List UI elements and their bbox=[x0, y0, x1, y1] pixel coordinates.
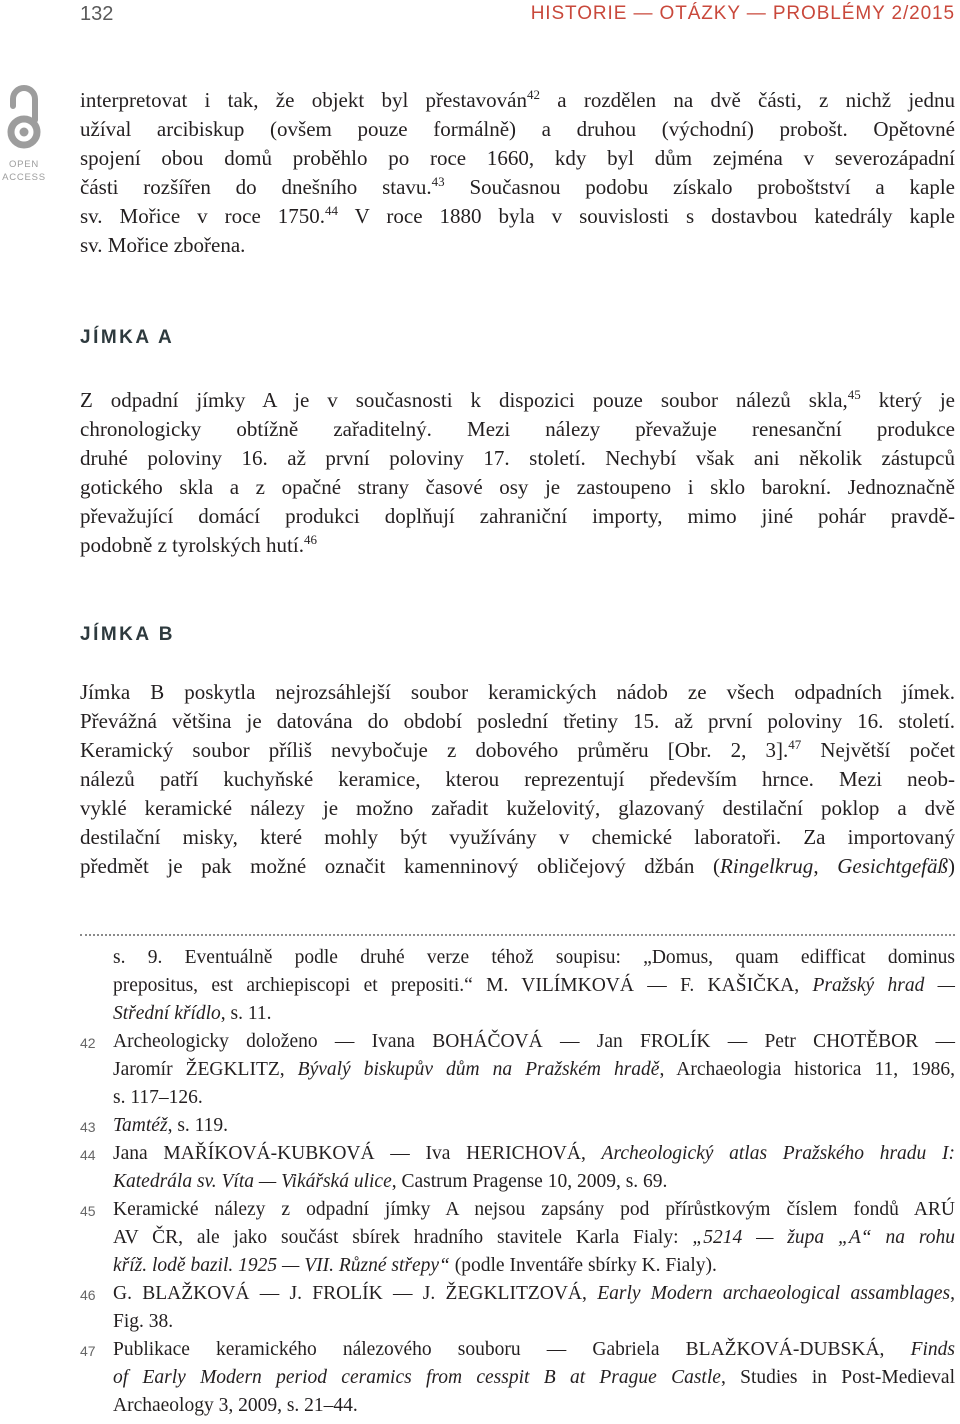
body-line bbox=[80, 852, 955, 881]
open-access-word-open: OPEN bbox=[8, 159, 40, 170]
body-line bbox=[80, 386, 955, 415]
footnote-line bbox=[113, 1336, 955, 1364]
body-line bbox=[80, 86, 955, 115]
footnotes bbox=[80, 944, 955, 1420]
footnote-line: Archaeology 3, 2009, s. 21–44. bbox=[113, 1395, 358, 1416]
body-line: sv. Mořice zbořena. bbox=[80, 233, 246, 257]
line-text: Současnou podobu získalo proboštství a kaple bbox=[444, 175, 955, 199]
footnote-ref: 46 bbox=[303, 532, 317, 547]
line-text: (podle Inventáře sbírky K. Fialy). bbox=[449, 1255, 717, 1276]
footnote-continued bbox=[80, 944, 955, 1028]
footnote-number: 44 bbox=[80, 1147, 96, 1163]
footnote-line bbox=[113, 1112, 955, 1140]
body-line bbox=[80, 736, 955, 765]
line-text: Jana MAŘÍKOVÁ-KUBKOVÁ — Iva HERICHOVÁ, bbox=[113, 1143, 602, 1164]
body-line: Jímka B poskytla nejrozsáhlejší soubor keramických nádob ze všech odpadních jímek. bbox=[80, 680, 955, 704]
footnote-line bbox=[113, 1280, 955, 1308]
footnote-44 bbox=[80, 1140, 955, 1196]
footnote-line bbox=[113, 1224, 955, 1252]
footnote-line bbox=[113, 972, 955, 1000]
line-text: Z odpadní jímky A je v současnosti k dispozici pouze soubor nálezů skla, bbox=[80, 388, 848, 412]
intro-paragraph bbox=[80, 86, 955, 260]
lock-dot bbox=[20, 128, 29, 137]
section-a-paragraph bbox=[80, 386, 955, 560]
journal-title: HISTORIE — OTÁZKY — PROBLÉMY 2/2015 bbox=[530, 3, 955, 24]
footnote-text bbox=[113, 1112, 955, 1140]
italic-title: Archeologický atlas Pražského hradu I: bbox=[601, 1143, 956, 1164]
body-line: gotického skla a z opačné strany časové osy je zastoupeno i sklo barokní. Jednoznačně bbox=[80, 475, 955, 499]
line-text: , Castrum Pragense 10, 2009, s. 69. bbox=[391, 1171, 668, 1192]
line-text: , bbox=[950, 1283, 955, 1304]
footnote-line: Fig. 38. bbox=[113, 1311, 174, 1332]
footnote-text bbox=[113, 1140, 955, 1196]
open-access-lock-icon bbox=[4, 84, 44, 152]
body-line bbox=[80, 173, 955, 202]
footnote-46 bbox=[80, 1280, 955, 1336]
line-text: Publikace keramického nálezového souboru — Gabriela BLAŽKOVÁ-DUBSKÁ, bbox=[113, 1339, 911, 1360]
italic-quote: „5214 — župa „A“ na rohu bbox=[692, 1227, 955, 1248]
body-line: Převážná většina je datována do období poslední třetiny 15. až první poloviny 16. století. bbox=[80, 709, 955, 733]
line-text: , Studies in Post-Medieval bbox=[720, 1367, 956, 1388]
italic-title: of Early Modern period ceramics from cesspit B at Prague Castle bbox=[113, 1367, 721, 1388]
body-line: destilační misky, které mohly být využívány v chemické laboratoři. Za importovaný bbox=[80, 825, 955, 849]
footnote-line: Keramické nálezy z odpadní jímky A nejsou zapsány pod přírůstkovým číslem fondů ARÚ bbox=[113, 1199, 955, 1220]
line-text: předmět je pak možné označit kamenninový obličejový džbán ( bbox=[80, 854, 720, 878]
section-heading-jimka-b: JÍMKA B bbox=[80, 624, 175, 645]
footnote-line: s. 9. Eventuálně podle druhé verze téhož soupisu: „Domus, quam edifficat dominus bbox=[113, 947, 955, 968]
footnote-ref: 44 bbox=[325, 203, 339, 218]
line-text: , Archaeologia historica 11, 1986, bbox=[659, 1059, 955, 1080]
footnote-45 bbox=[80, 1196, 955, 1280]
line-text: Největší počet bbox=[801, 738, 955, 762]
line-text: , s. 11. bbox=[220, 1003, 272, 1024]
footnote-line: s. 117–126. bbox=[113, 1087, 203, 1108]
italic-title: Tamtéž bbox=[113, 1115, 168, 1136]
italic-quote: kříž. lodě bazil. 1925 — VII. Různé střepy“ bbox=[113, 1255, 450, 1276]
footnote-text bbox=[113, 1336, 955, 1420]
footnote-text bbox=[113, 1028, 955, 1112]
lock-shackle bbox=[13, 88, 35, 120]
footnote-43 bbox=[80, 1112, 955, 1140]
footnote-line bbox=[113, 1168, 955, 1196]
footnote-ref: 43 bbox=[431, 174, 445, 189]
footnote-ref: 47 bbox=[788, 737, 802, 752]
footnote-line bbox=[113, 1056, 955, 1084]
footnote-line bbox=[113, 1364, 955, 1392]
line-text: Keramický soubor příliš nevybočuje z dobového průměru [Obr. 2, 3]. bbox=[80, 738, 789, 762]
footnote-separator bbox=[80, 934, 955, 936]
section-b-paragraph bbox=[80, 678, 955, 881]
italic-title: Early Modern archaeological assamblages bbox=[597, 1283, 951, 1304]
body-line: druhé poloviny 16. až první poloviny 17. století. Nechybí však ani několik zástupců bbox=[80, 446, 955, 470]
italic-term: Gesichtgefäß bbox=[837, 854, 949, 878]
open-access-word-access: ACCESS bbox=[2, 172, 46, 183]
footnote-line bbox=[113, 1252, 955, 1280]
line-text: Jaromír ŽEGKLITZ, bbox=[113, 1059, 298, 1080]
line-text: sv. Mořice v roce 1750. bbox=[80, 204, 326, 228]
line-text: V roce 1880 byla v souvislosti s dostavbou katedrály kaple bbox=[338, 204, 955, 228]
footnote-line bbox=[113, 1140, 955, 1168]
line-text: ) bbox=[948, 854, 956, 878]
page-number: 132 bbox=[80, 3, 114, 25]
body-line: spojení obou domů proběhlo po roce 1660, kdy byl dům zejména v severozápadní bbox=[80, 146, 955, 170]
footnote-number: 47 bbox=[80, 1343, 96, 1359]
line-text: , s. 119. bbox=[167, 1115, 229, 1136]
footnote-line bbox=[113, 1000, 955, 1028]
footnote-text bbox=[113, 1280, 955, 1336]
italic-title: Bývalý biskupův dům na Pražském hradě bbox=[297, 1059, 660, 1080]
line-text: který je bbox=[860, 388, 955, 412]
section-heading-jimka-a: JÍMKA A bbox=[80, 327, 175, 348]
footnote-text bbox=[113, 944, 955, 1028]
italic-title: Pražský hrad — bbox=[812, 975, 955, 996]
body-line bbox=[80, 531, 955, 560]
footnote-number: 45 bbox=[80, 1203, 96, 1219]
line-text: interpretovat i tak, že objekt byl přestavován bbox=[80, 88, 527, 112]
line-text: AV ČR, ale jako součást sbírek hradního stavitele Karla Fialy: bbox=[113, 1227, 693, 1248]
line-text: , bbox=[813, 854, 838, 878]
body-line: chronologicky obtížně zařaditelný. Mezi nálezy převažuje renesanční produkce bbox=[80, 417, 955, 441]
footnote-text bbox=[113, 1196, 955, 1280]
footnote-42 bbox=[80, 1028, 955, 1112]
line-text: podobně z tyrolských hutí. bbox=[80, 533, 304, 557]
line-text: části rozšířen do dnešního stavu. bbox=[80, 175, 432, 199]
footnote-number: 43 bbox=[80, 1119, 96, 1135]
footnote-number: 42 bbox=[80, 1035, 96, 1051]
footnote-ref: 45 bbox=[847, 387, 861, 402]
body-line bbox=[80, 202, 955, 231]
footnote-line: Archeologicky doloženo — Ivana BOHÁČOVÁ — Jan FROLÍK — Petr CHOTĚBOR — bbox=[113, 1031, 955, 1052]
body-line: převažující domácí produkci doplňují zahraniční importy, mimo jiné pohár pravdě- bbox=[80, 504, 955, 528]
italic-term: Ringelkrug bbox=[720, 854, 814, 878]
body-line: nálezů patří kuchyňské keramice, kterou reprezentují především hrnce. Mezi neob- bbox=[80, 767, 955, 791]
open-access-logo bbox=[2, 84, 46, 184]
line-text: G. BLAŽKOVÁ — J. FROLÍK — J. ŽEGKLITZOVÁ, bbox=[113, 1283, 598, 1304]
italic-title: Finds bbox=[910, 1339, 955, 1360]
body-line: vyklé keramické nálezy je možno zařadit kuželovitý, glazovaný destilační poklop a dvě bbox=[80, 796, 955, 820]
footnote-ref: 42 bbox=[527, 87, 540, 102]
italic-title: Katedrála sv. Víta — Vikářská ulice bbox=[113, 1171, 392, 1192]
line-text: prepositus, est archiepiscopi et prepositi.“ M. VILÍMKOVÁ — F. KAŠIČKA, bbox=[113, 975, 813, 996]
body-line: užíval arcibiskup (ovšem pouze formálně) a druhou (východní) probošt. Opětovné bbox=[80, 117, 955, 141]
footnote-number: 46 bbox=[80, 1287, 96, 1303]
italic-title: Střední křídlo bbox=[113, 1003, 221, 1024]
footnote-47 bbox=[80, 1336, 955, 1420]
line-text: a rozdělen na dvě části, z nichž jednu bbox=[540, 88, 955, 112]
